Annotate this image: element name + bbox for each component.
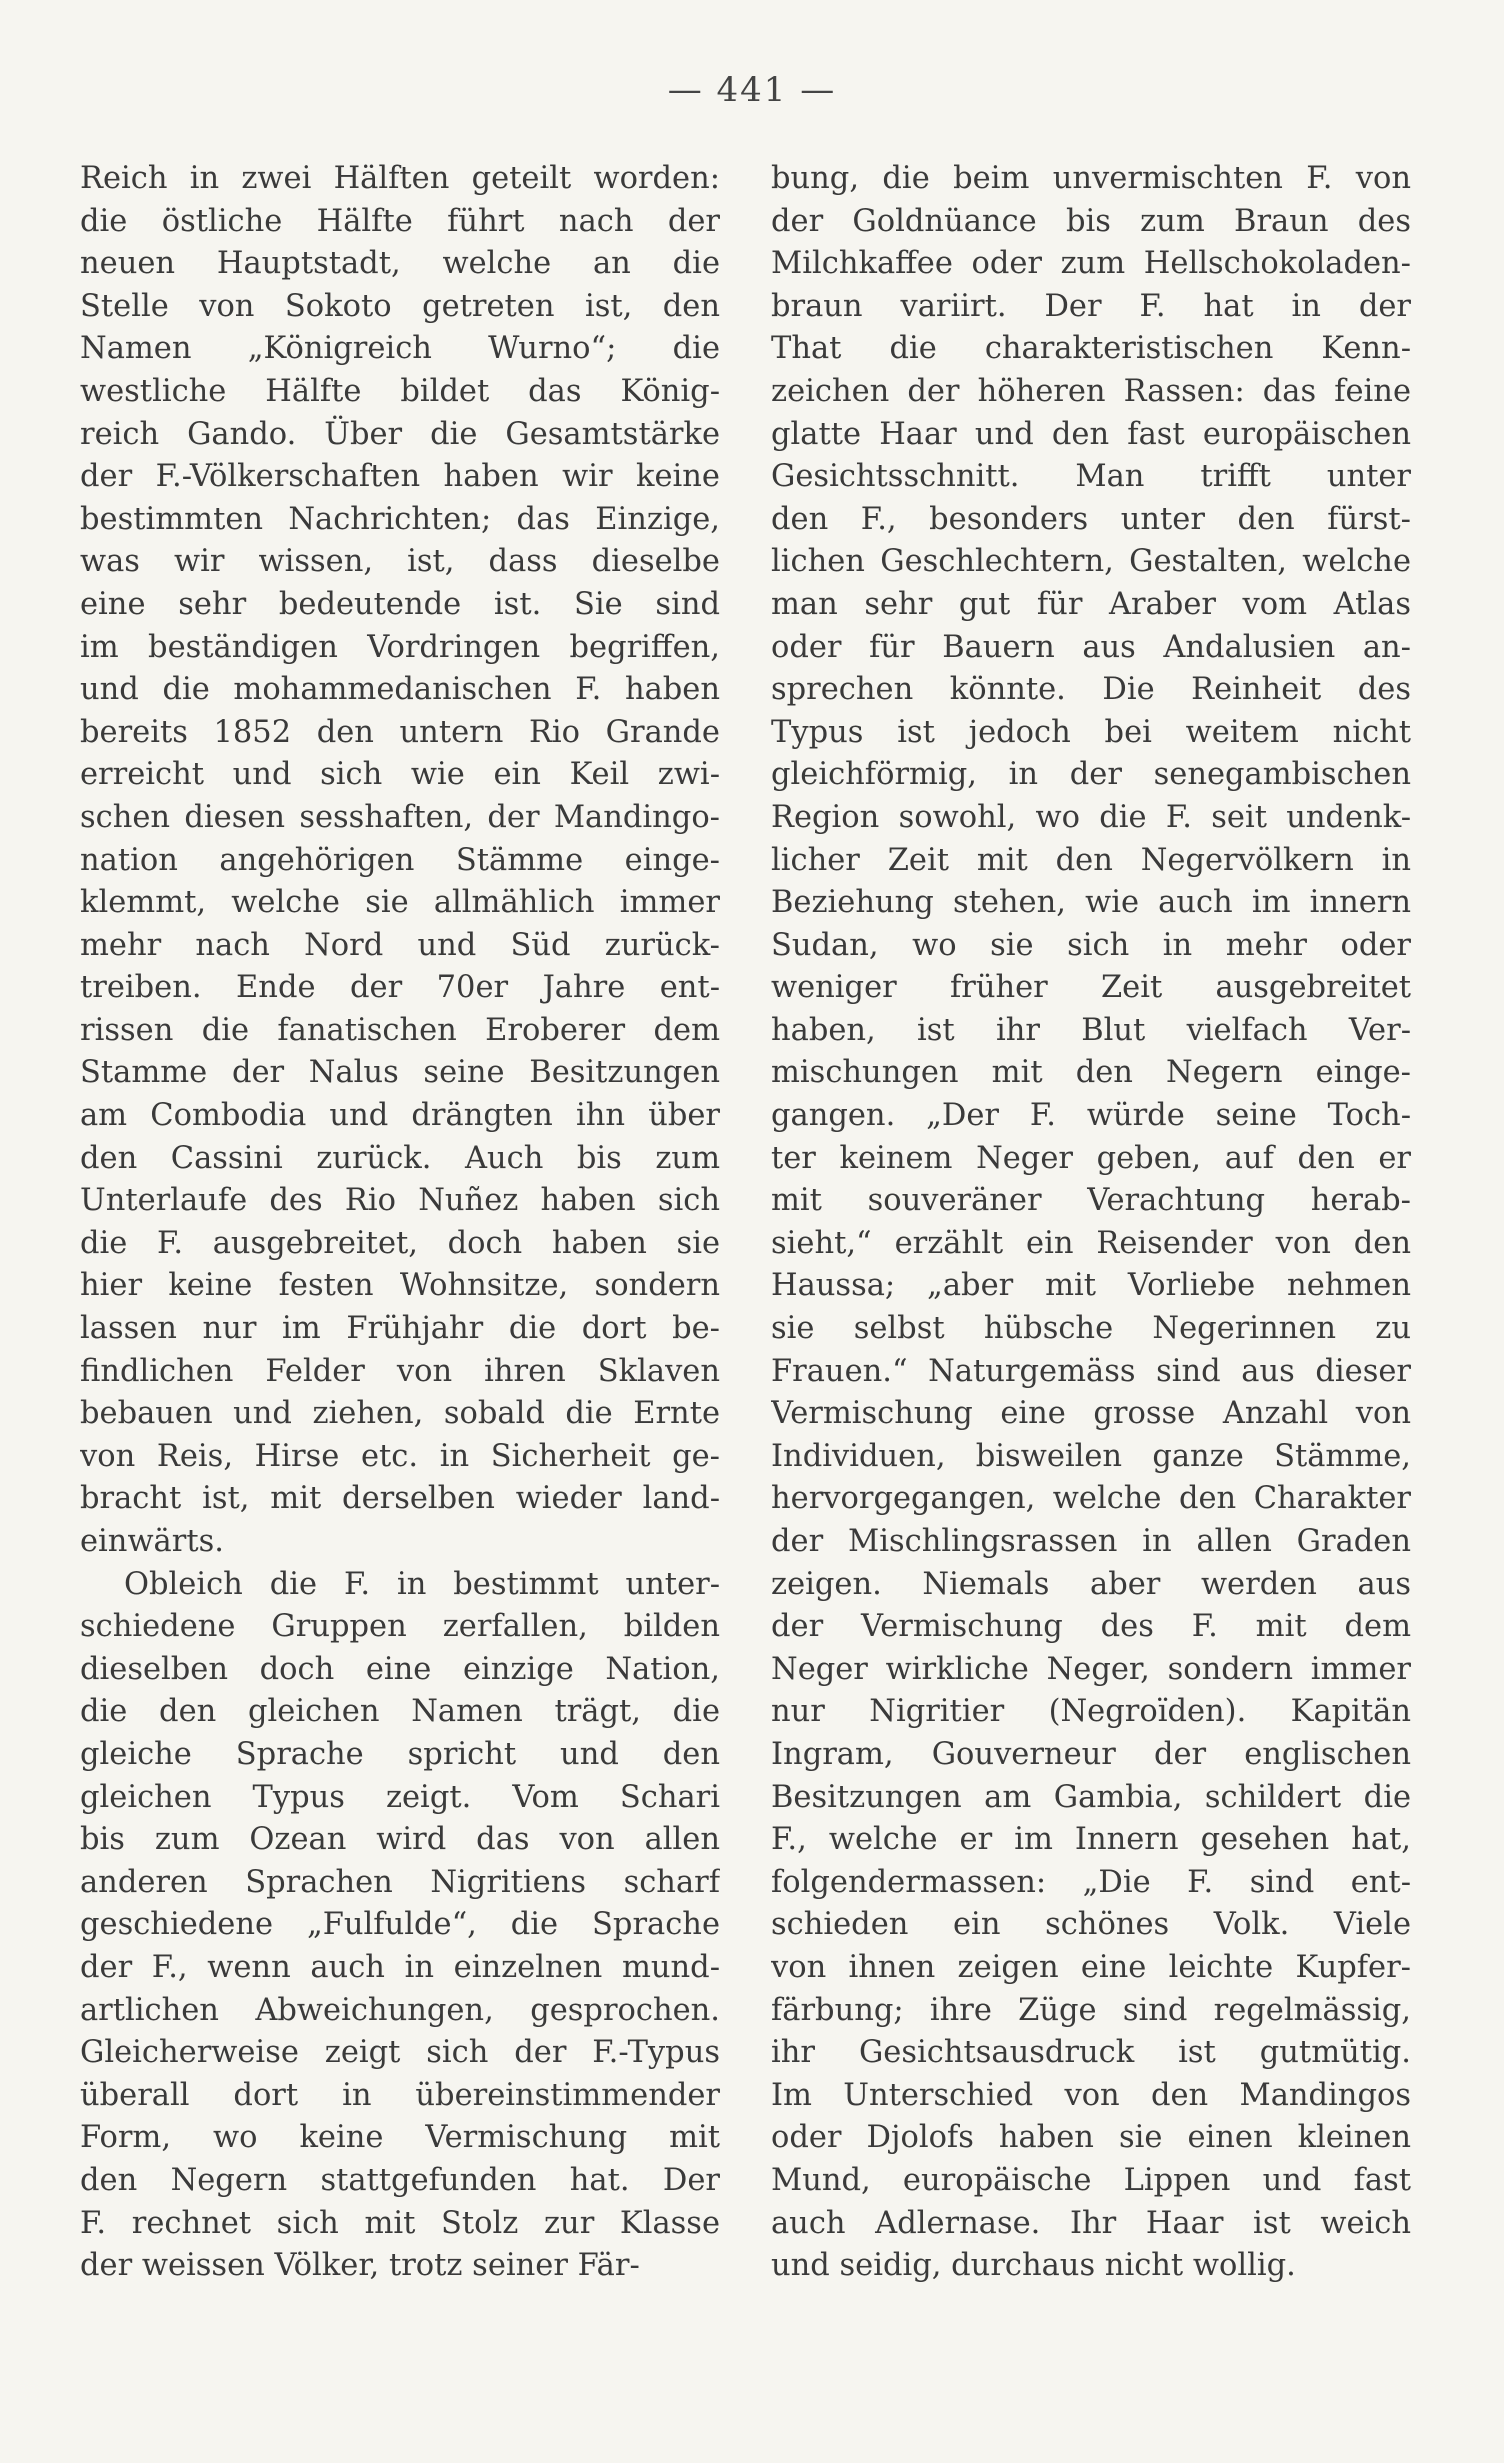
text-line: lichen Geschlechtern, Gestalten, welche [771,544,1411,580]
text-line: den Negern stattgefunden hat. Der [80,2162,720,2198]
text-line: Frauen.“ Naturgemäss sind aus dieser [771,1353,1411,1389]
text-line: gleichen Typus zeigt. Vom Schari [80,1779,720,1815]
text-line: sieht,“ erzählt ein Reisender von den [771,1225,1411,1261]
text-line: der F.-Völkerschaften haben wir keine [80,459,720,495]
text-line: Im Unterschied von den Mandingos [771,2077,1411,2113]
text-line: ter keinem Neger geben, auf den er [771,1140,1411,1176]
text-line: Beziehung stehen, wie auch im innern [771,885,1411,921]
text-line: schieden ein schönes Volk. Viele [771,1907,1411,1943]
text-line: Unterlaufe des Rio Nuñez haben sich [80,1183,720,1219]
text-line: der Vermischung des F. mit dem [771,1609,1411,1645]
text-line: Haussa; „aber mit Vorliebe nehmen [771,1268,1411,1304]
text-line: was wir wissen, ist, dass dieselbe [80,544,720,580]
text-line: Region sowohl, wo die F. seit undenk- [771,799,1411,835]
text-line: nur Nigritier (Negroïden). Kapitän [771,1694,1411,1730]
text-line: bestimmten Nachrichten; das Einzige, [80,501,720,537]
text-line: bereits 1852 den untern Rio Grande [80,714,720,750]
text-line: braun variirt. Der F. hat in der [771,288,1411,324]
text-line: Namen „Königreich Wurno“; die [80,331,720,367]
text-line: Stamme der Nalus seine Besitzungen [80,1055,720,1091]
text-line: rissen die fanatischen Eroberer dem [80,1012,720,1048]
text-line: der weissen Völker, trotz seiner Fär- [80,2248,640,2284]
text-line: sprechen könnte. Die Reinheit des [771,672,1411,708]
text-line: erreicht und sich wie ein Keil zwi- [80,757,720,793]
text-line: und die mohammedanischen F. haben [80,672,720,708]
text-line: dieselben doch eine einzige Nation, [80,1651,720,1687]
text-line: man sehr gut für Araber vom Atlas [771,586,1411,622]
text-line: färbung; ihre Züge sind regelmässig, [771,1992,1411,2028]
text-line: der Mischlingsrassen in allen Graden [771,1524,1411,1559]
text-line: folgendermassen: „Die F. sind ent- [771,1864,1411,1900]
text-line: bebauen und ziehen, sobald die Ernte [80,1396,720,1432]
text-line: Obleich die F. in bestimmt unter- [124,1566,720,1602]
text-line: geschiedene „Fulfulde“, die Sprache [80,1907,720,1943]
text-line: hier keine festen Wohnsitze, sondern [80,1268,720,1304]
text-line: bung, die beim unvermischten F. von [771,161,1411,196]
text-line: am Combodia und drängten ihn über [80,1098,720,1134]
text-line: bracht ist, mit derselben wieder land- [80,1481,720,1517]
text-line: Gleicherweise zeigt sich der F.-Typus [80,2035,720,2071]
text-line: Reich in zwei Hälften geteilt worden: [80,161,720,196]
text-line: einwärts. [80,1524,224,1559]
text-line: schen diesen sesshaften, der Mandingo- [80,799,720,835]
text-line: ihr Gesichtsausdruck ist gutmütig. [771,2035,1411,2071]
text-line: der F., wenn auch in einzelnen mund- [80,1949,720,1985]
text-line: mehr nach Nord und Süd zurück- [80,927,720,963]
text-line: haben, ist ihr Blut vielfach Ver- [771,1012,1411,1048]
text-line: im beständigen Vordringen begriffen, [80,629,720,665]
text-line: eine sehr bedeutende ist. Sie sind [80,586,720,622]
text-line: Ingram, Gouverneur der englischen [771,1736,1411,1772]
text-line: Mund, europäische Lippen und fast [771,2162,1411,2198]
text-line: Stelle von Sokoto getreten ist, den [80,288,720,324]
text-line: Typus ist jedoch bei weitem nicht [771,714,1411,750]
text-line: weniger früher Zeit ausgebreitet [771,970,1411,1006]
text-line: That die charakteristischen Kenn- [771,331,1411,367]
text-line: Neger wirkliche Neger, sondern immer [771,1651,1411,1687]
text-line: die den gleichen Namen trägt, die [80,1694,720,1730]
text-line: Vermischung eine grosse Anzahl von [771,1396,1411,1432]
text-line: westliche Hälfte bildet das König- [80,373,720,409]
text-line: gleiche Sprache spricht und den [80,1736,720,1772]
text-line: die östliche Hälfte führt nach der [80,203,720,239]
text-line: treiben. Ende der 70er Jahre ent- [80,970,720,1006]
text-line: F., welche er im Innern gesehen hat, [771,1822,1411,1858]
text-line: schiedene Gruppen zerfallen, bilden [80,1609,720,1645]
text-line: auch Adlernase. Ihr Haar ist weich [771,2205,1411,2241]
text-line: nation angehörigen Stämme einge- [80,842,720,878]
text-line: Form, wo keine Vermischung mit [80,2120,720,2156]
text-line: Besitzungen am Gambia, schildert die [771,1779,1411,1815]
text-line: die F. ausgebreitet, doch haben sie [80,1225,720,1261]
text-line: findlichen Felder von ihren Sklaven [80,1353,720,1389]
text-line: hervorgegangen, welche den Charakter [771,1481,1411,1517]
text-line: Gesichtsschnitt. Man trifft unter [771,459,1411,495]
text-line: von ihnen zeigen eine leichte Kupfer- [771,1949,1411,1985]
page-number: — 441 — [667,70,837,110]
text-line: den Cassini zurück. Auch bis zum [80,1140,720,1176]
right-text-column [771,158,1411,2288]
text-line: bis zum Ozean wird das von allen [80,1822,720,1858]
text-line: zeichen der höheren Rassen: das feine [771,373,1411,409]
text-line: reich Gando. Über die Gesamtstärke [80,416,720,452]
text-line: neuen Hauptstadt, welche an die [80,246,720,282]
text-line: mit souveräner Verachtung herab- [771,1183,1411,1219]
text-line: lassen nur im Frühjahr die dort be- [80,1311,720,1347]
text-line: licher Zeit mit den Negervölkern in [771,842,1411,878]
text-line: gleichförmig, in der senegambischen [771,757,1411,793]
text-line: oder Djolofs haben sie einen kleinen [771,2120,1411,2156]
text-line: den F., besonders unter den fürst- [771,501,1411,537]
text-line: gangen. „Der F. würde seine Toch- [771,1098,1411,1134]
text-line: Sudan, wo sie sich in mehr oder [771,927,1411,963]
text-line: Milchkaffee oder zum Hellschokoladen- [771,246,1411,282]
text-line: zeigen. Niemals aber werden aus [771,1566,1411,1602]
text-line: Individuen, bisweilen ganze Stämme, [771,1438,1411,1474]
left-text-column [80,158,720,2288]
text-line: von Reis, Hirse etc. in Sicherheit ge- [80,1438,720,1474]
text-line: der Goldnüance bis zum Braun des [771,203,1411,239]
text-line: glatte Haar und den fast europäischen [771,416,1411,452]
text-line: oder für Bauern aus Andalusien an- [771,629,1411,665]
text-line: und seidig, durchaus nicht wollig. [771,2248,1296,2284]
text-line: überall dort in übereinstimmender [80,2077,720,2113]
text-line: mischungen mit den Negern einge- [771,1055,1411,1091]
text-line: artlichen Abweichungen, gesprochen. [80,1992,720,2028]
text-line: klemmt, welche sie allmählich immer [80,885,720,921]
text-line: sie selbst hübsche Negerinnen zu [771,1311,1411,1347]
text-line: anderen Sprachen Nigritiens scharf [80,1864,720,1900]
text-line: F. rechnet sich mit Stolz zur Klasse [80,2205,720,2241]
